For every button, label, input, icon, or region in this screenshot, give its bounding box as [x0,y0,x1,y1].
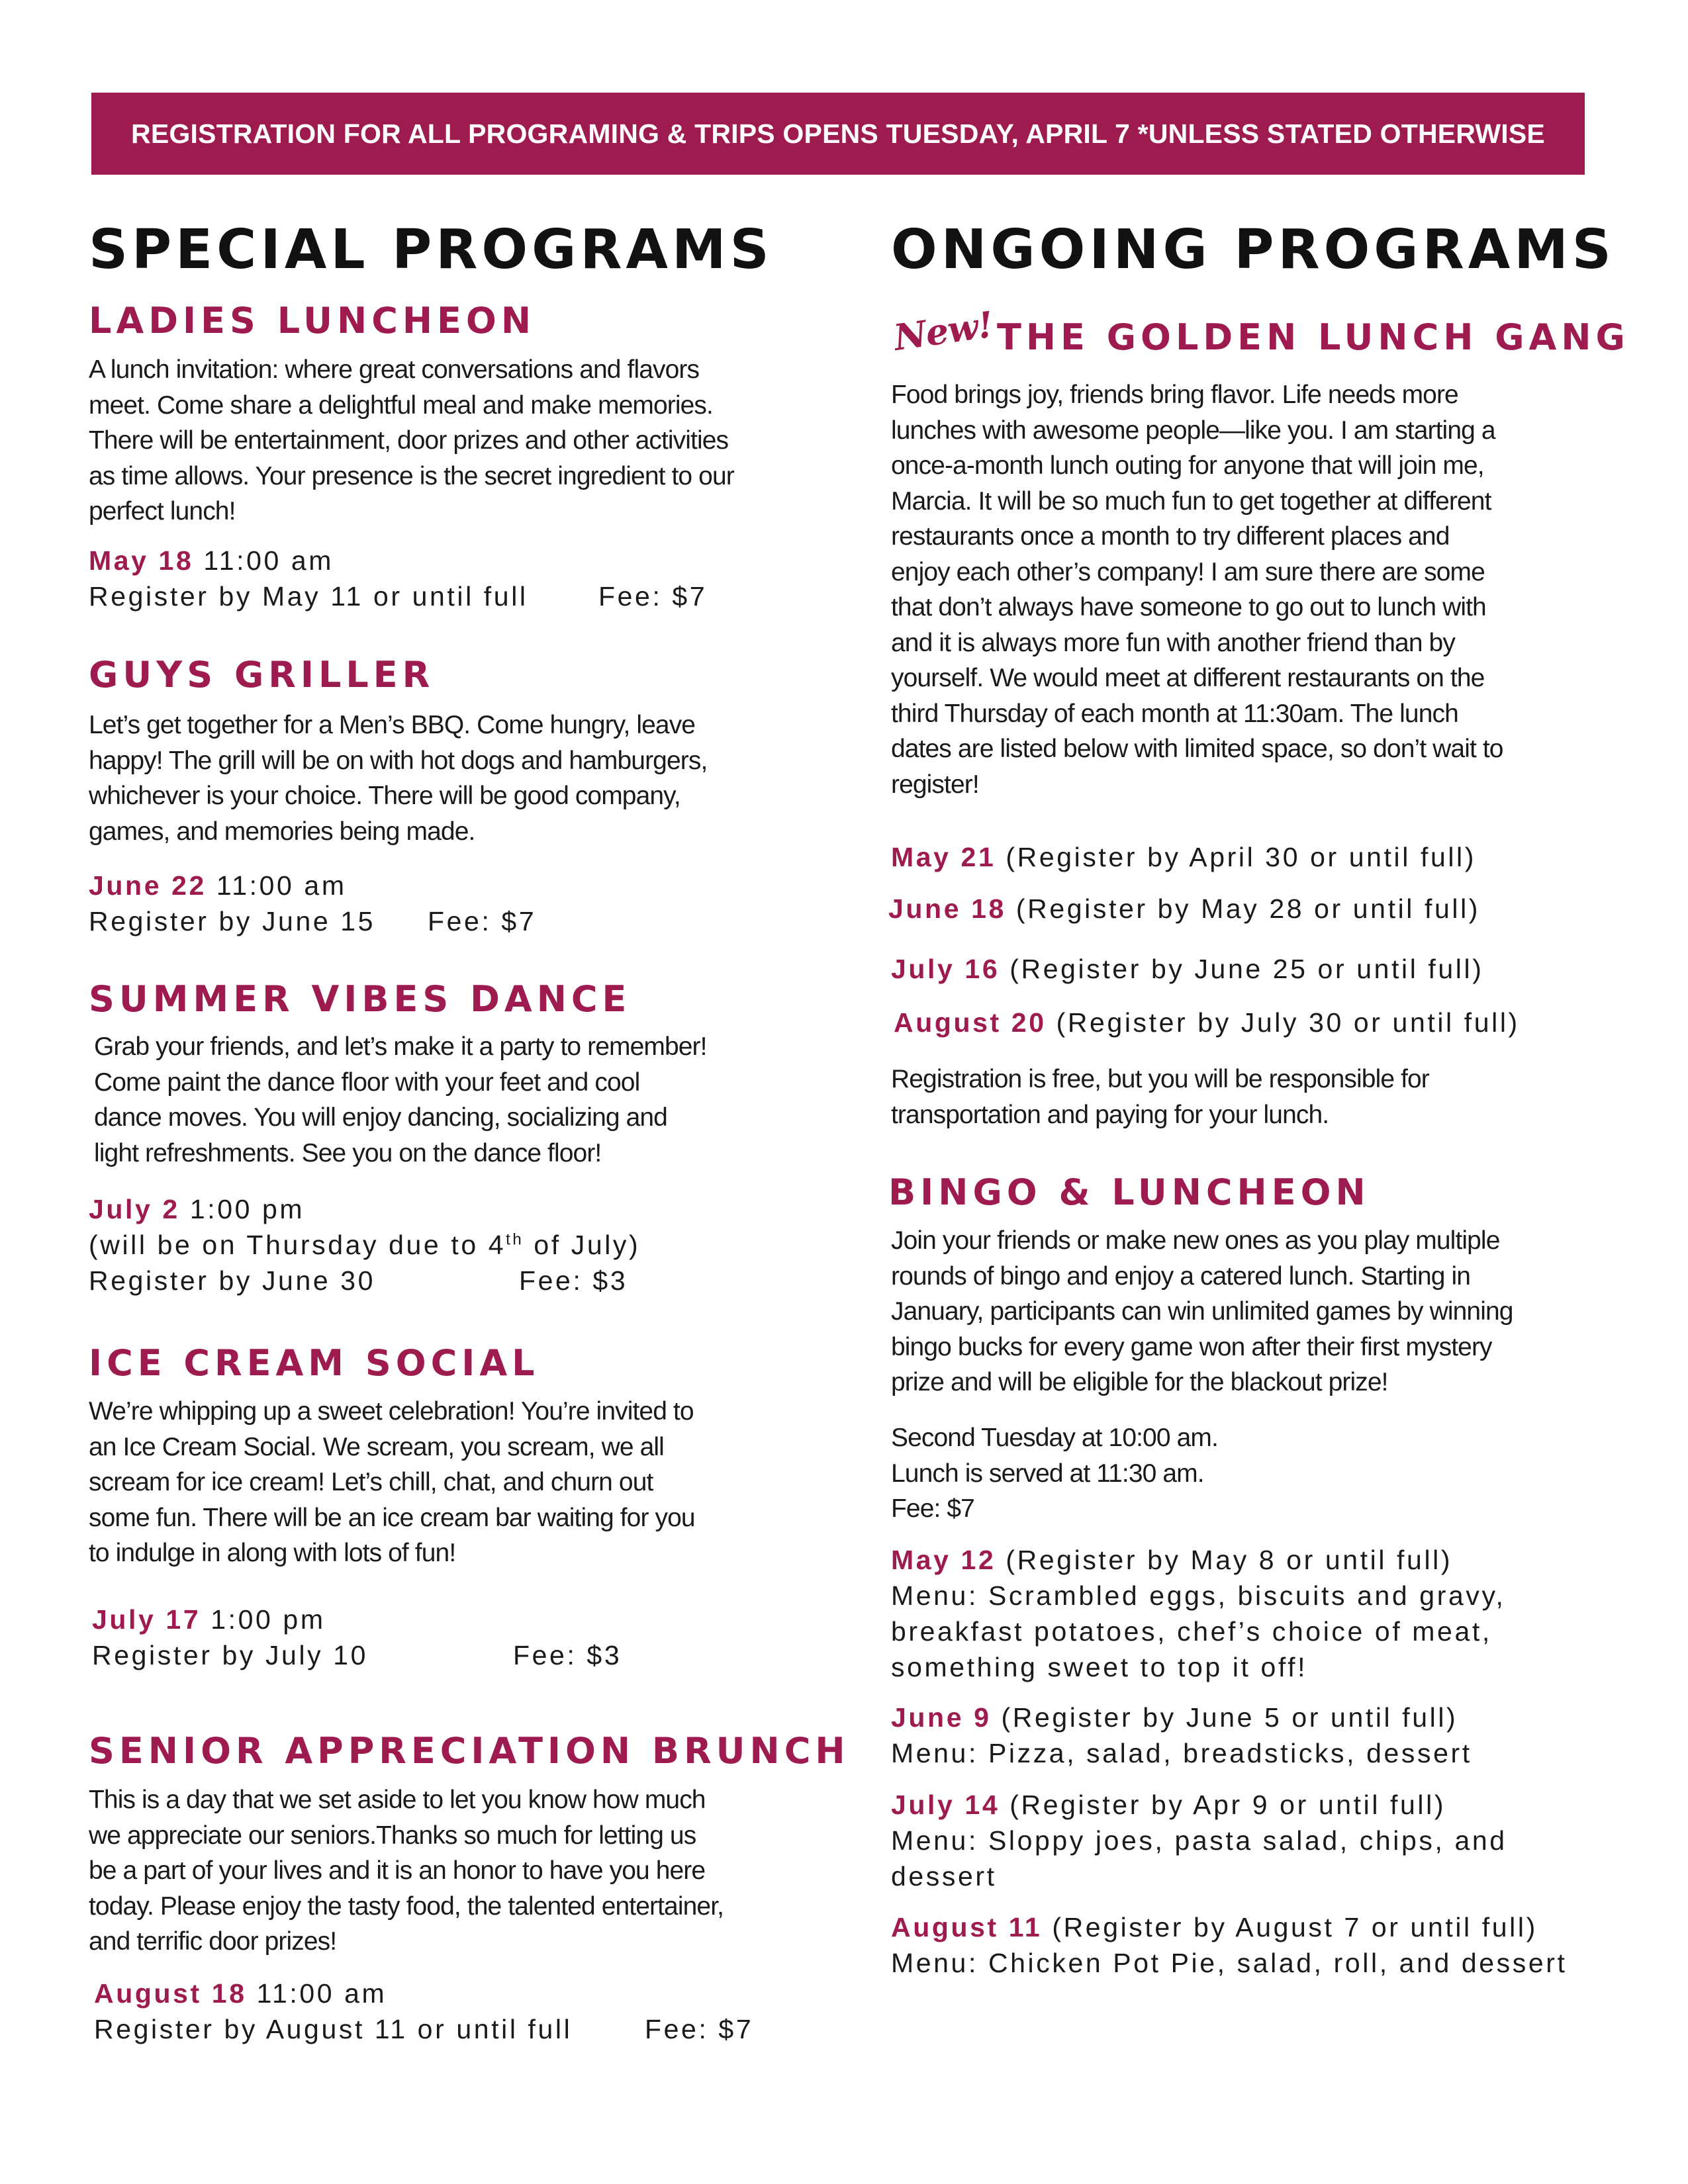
new-badge: New! [891,302,996,359]
register-by: Register by July 10 [92,1640,369,1670]
desc-line: happy! The grill will be on with hot dogs and hamburgers, [89,746,708,775]
event-date: July 16 [891,954,1000,984]
golden-lunch-gang-title: THE GOLDEN LUNCH GANG [997,316,1630,358]
desc-line: A lunch invitation: where great conversations and flavors [89,355,700,384]
desc-line: Marcia. It will be so much fun to get together at different [891,486,1491,516]
desc-line: There will be entertainment, door prizes and other activities [89,426,729,455]
ladies-luncheon-details [89,543,708,614]
menu-line: Menu: Chicken Pot Pie, salad, roll, and dessert [891,1948,1568,1978]
bingo-session-2 [891,1700,1472,1771]
event-time: 1:00 pm [201,1604,326,1635]
senior-appreciation-brunch-title: SENIOR APPRECIATION BRUNCH [89,1730,850,1772]
desc-line: some fun. There will be an ice cream bar waiting for you [89,1503,695,1532]
register-by: (Register by May 28 or until full) [1006,893,1481,924]
ongoing-programs-heading: ONGOING PROGRAMS [891,218,1615,281]
event-note: (will be on Thursday due to 4 [89,1230,506,1260]
registration-banner [91,93,1585,175]
desc-line: that don’t always have someone to go out to lunch with [891,593,1486,621]
desc-line: an Ice Cream Social. We scream, you scream, we all [89,1432,664,1461]
registration-banner-text: REGISTRATION FOR ALL PROGRAMING & TRIPS OPENS TUESDAY, APRIL 7 *UNLESS STATED OTHERWISE [131,118,1545,149]
desc-line: We’re whipping up a sweet celebration! You’re invited to [89,1397,694,1426]
desc-line: Join your friends or make new ones as you play multiple [891,1226,1500,1255]
ladies-luncheon-description [89,352,734,529]
desc-line: Come paint the dance floor with your feet and cool [94,1068,640,1097]
guys-griller-details [89,868,537,939]
desc-line: bingo bucks for every game won after their first mystery [891,1332,1492,1361]
note-line: transportation and paying for your lunch. [891,1100,1329,1129]
menu-line: Menu: Sloppy joes, pasta salad, chips, and [891,1825,1507,1856]
desc-line: and terrific door prizes! [89,1927,337,1956]
event-time: 11:00 am [193,545,334,576]
summer-vibes-dance-details [89,1191,640,1298]
desc-line: light refreshments. See you on the dance floor! [94,1138,602,1167]
ladies-luncheon-title: LADIES LUNCHEON [89,300,536,341]
event-date: August 11 [891,1912,1043,1942]
event-note: of July) [524,1230,641,1260]
desc-line: enjoy each other’s company! I am sure there are some [891,557,1485,586]
desc-line: scream for ice cream! Let’s chill, chat, and churn out [89,1468,653,1496]
desc-line: third Thursday of each month at 11:30am. The lunch [891,699,1458,728]
desc-line: Let’s get together for a Men’s BBQ. Come hungry, leave [89,711,696,739]
ice-cream-social-title: ICE CREAM SOCIAL [89,1342,539,1384]
desc-line: rounds of bingo and enjoy a catered lunch. Starting in [891,1261,1471,1291]
event-date: August 18 [94,1978,247,2009]
event-fee: Fee: $7 [428,906,537,936]
golden-lunch-date-3 [891,951,1483,987]
register-by: (Register by June 5 or until full) [991,1702,1458,1733]
schedule-line: Second Tuesday at 10:00 am. [891,1424,1218,1452]
desc-line: prize and will be eligible for the blackout prize! [891,1368,1388,1396]
schedule-line: Lunch is served at 11:30 am. [891,1459,1204,1488]
menu-line: something sweet to top it off! [891,1652,1308,1682]
event-time: 11:00 am [206,870,347,901]
desc-line: dates are listed below with limited space, so don’t wait to [891,735,1503,763]
ice-cream-social-description [89,1394,695,1571]
desc-line: dance moves. You will enjoy dancing, socializing and [94,1103,667,1132]
register-by: Register by June 15 [89,906,376,936]
event-time: 1:00 pm [179,1194,305,1224]
desc-line: yourself. We would meet at different restaurants on the [891,664,1485,692]
desc-line: as time allows. Your presence is the secret ingredient to our [89,461,734,490]
register-by: (Register by April 30 or until full) [996,842,1477,872]
menu-line: Menu: Pizza, salad, breadsticks, dessert [891,1738,1472,1768]
desc-line: Grab your friends, and let’s make it a party to remember! [94,1032,707,1061]
guys-griller-description [89,707,707,849]
desc-line: we appreciate our seniors.Thanks so much for letting us [89,1821,696,1850]
menu-line: Menu: Scrambled eggs, biscuits and gravy, [891,1580,1506,1611]
event-date: June 22 [89,870,207,901]
bingo-session-3 [891,1787,1507,1894]
menu-line: breakfast potatoes, chef’s choice of meat, [891,1616,1492,1647]
desc-line: today. Please enjoy the tasty food, the talented entertainer, [89,1891,724,1921]
desc-line: Food brings joy, friends bring flavor. Life needs more [891,381,1458,409]
special-programs-heading: SPECIAL PROGRAMS [89,218,773,281]
event-fee: Fee: $7 [645,2014,754,2044]
register-by: Register by June 30 [89,1265,376,1296]
desc-line: be a part of your lives and it is an honor to have you here [89,1856,706,1885]
desc-line: restaurants once a month to try different places and [891,522,1450,551]
desc-line: whichever is your choice. There will be good company, [89,782,680,810]
desc-line: perfect lunch! [89,497,236,525]
desc-line: and it is always more fun with another friend than by [891,628,1455,657]
register-by: (Register by May 8 or until full) [996,1545,1453,1575]
event-date: July 2 [89,1194,180,1224]
note-line: Registration is free, but you will be responsible for [891,1065,1429,1093]
register-by: (Register by June 25 or until full) [1000,954,1484,984]
ice-cream-social-details [92,1602,622,1673]
register-by: (Register by Apr 9 or until full) [1000,1790,1446,1820]
desc-line: This is a day that we set aside to let you know how much [89,1786,706,1814]
senior-appreciation-brunch-details [94,1976,754,2047]
event-fee: Fee: $7 [598,581,708,612]
event-time: 11:00 am [246,1978,387,2009]
event-date: May 12 [891,1545,996,1575]
golden-lunch-gang-description [891,377,1503,802]
bingo-luncheon-schedule [891,1420,1218,1527]
register-by: Register by May 11 or until full [89,581,528,612]
golden-lunch-date-2 [888,891,1480,927]
bingo-luncheon-title: BINGO & LUNCHEON [888,1171,1370,1213]
schedule-line: Fee: $7 [891,1494,974,1523]
summer-vibes-dance-title: SUMMER VIBES DANCE [89,978,632,1020]
event-fee: Fee: $3 [513,1640,622,1670]
desc-line: to indulge in along with lots of fun! [89,1539,456,1567]
event-date: June 9 [891,1702,992,1733]
event-note-superscript: th [506,1230,524,1249]
register-by: (Register by July 30 or until full) [1046,1007,1520,1038]
event-date: May 21 [891,842,996,872]
event-date: August 20 [894,1007,1047,1038]
bingo-session-1 [891,1542,1506,1685]
golden-lunch-date-1 [891,839,1476,875]
summer-vibes-dance-description [94,1029,707,1171]
desc-line: lunches with awesome people—like you. I am starting a [891,416,1495,445]
desc-line: January, participants can win unlimited games by winning [891,1297,1513,1326]
desc-line: meet. Come share a delightful meal and make memories. [89,390,713,420]
menu-line: dessert [891,1861,997,1891]
event-date: July 14 [891,1790,1000,1820]
desc-line: register! [891,770,979,799]
event-date: July 17 [92,1604,201,1635]
bingo-luncheon-description [891,1223,1513,1400]
event-date: June 18 [888,893,1006,924]
desc-line: games, and memories being made. [89,817,475,846]
register-by: (Register by August 7 or until full) [1042,1912,1538,1942]
golden-lunch-gang-note [891,1062,1429,1132]
bingo-session-4 [891,1909,1568,1981]
register-by: Register by August 11 or until full [94,2014,573,2044]
golden-lunch-date-4 [894,1005,1520,1040]
senior-appreciation-brunch-description [89,1782,724,1960]
event-fee: Fee: $3 [519,1265,628,1296]
event-date: May 18 [89,545,194,576]
guys-griller-title: GUYS GRILLER [89,654,435,696]
desc-line: once-a-month lunch outing for anyone that will join me, [891,451,1484,480]
